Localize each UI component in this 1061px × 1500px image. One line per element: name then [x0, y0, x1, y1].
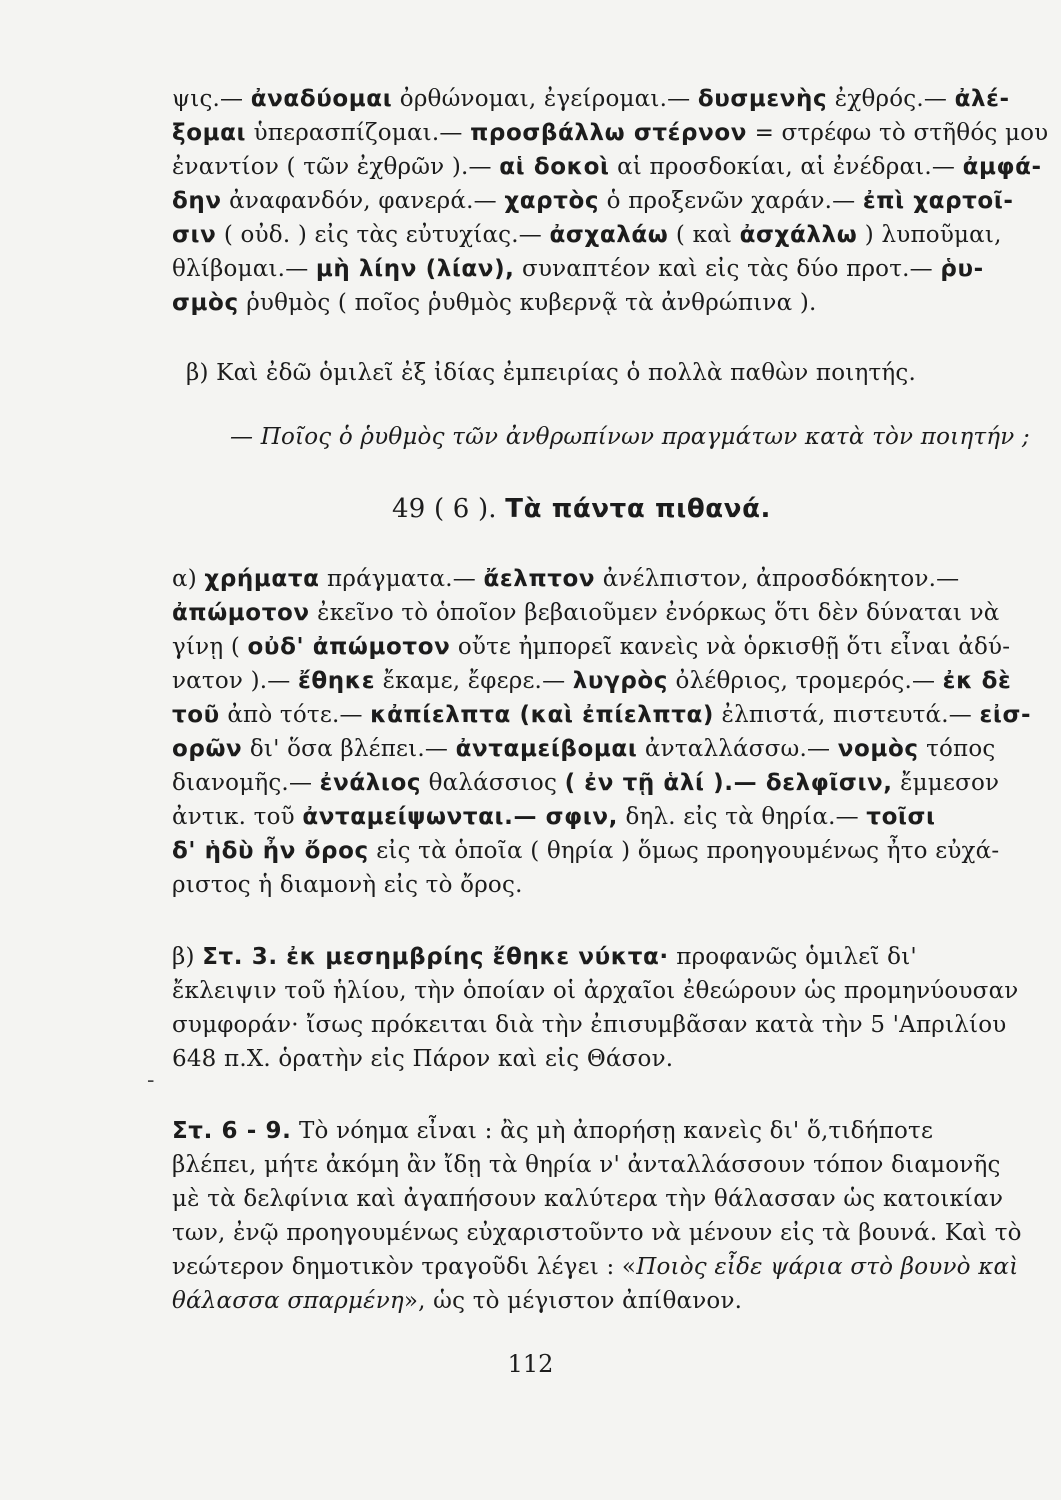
- text-run: βλέπει, μήτε ἀκόμη ἂν ἴδῃ τὰ θηρία ν' ἀνταλλάσσουν τόπον διαμονῆς: [172, 1152, 1001, 1178]
- bold-term: σιν: [172, 222, 217, 248]
- text-line: [172, 940, 1022, 974]
- bold-term: ἀμφά-: [962, 154, 1042, 180]
- text-line: [172, 252, 1022, 286]
- text-run: ἀνέλπιστον, ἀπροσδόκητον.—: [595, 566, 960, 592]
- text-run: ἐναντίον ( τῶν ἐχθρῶν ).—: [172, 154, 500, 180]
- text-line: [172, 1250, 1022, 1284]
- text-line: [172, 664, 1022, 698]
- text-line: [172, 1216, 1022, 1250]
- bold-term: ἔθηκε: [297, 668, 376, 694]
- text-run: των, ἐνῷ προηγουμένως εὐχαριστοῦντο νὰ μένουν εἰς τὰ βουνά. Καὶ τὸ: [172, 1220, 1022, 1246]
- bold-term: χρήματα: [204, 566, 320, 592]
- text-run: Τὸ νόημα εἶναι : ἂς μὴ ἀπορήσῃ κανεὶς δι' ὅ,τιδήποτε: [291, 1118, 934, 1144]
- bold-term: ῥυ-: [940, 256, 984, 282]
- text-run: συμφοράν· ἴσως πρόκειται διὰ τὴν ἐπισυμβᾶσαν κατὰ τὴν 5 'Απριλίου: [172, 1012, 1007, 1038]
- text-run: ὀρθώνομαι, ἐγείρομαι.—: [392, 86, 698, 112]
- text-run: ῥυθμὸς ( ποῖος ῥυθμὸς κυβερνᾷ τὰ ἀνθρώπινα ).: [238, 290, 817, 316]
- text-run: ἔμμεσον: [892, 770, 1000, 796]
- text-run: 648 π.Χ. ὁρατὴν εἰς Πάρον καὶ εἰς Θάσον.: [172, 1046, 674, 1072]
- text-line: [172, 596, 1022, 630]
- text-run: τόπος: [918, 736, 996, 762]
- text-run: προφανῶς ὁμιλεῖ δι': [668, 944, 917, 970]
- text-run: ( καὶ: [668, 222, 740, 248]
- text-run: α): [172, 566, 205, 592]
- text-line: [172, 732, 1022, 766]
- bold-term: αἱ δοκοὶ: [499, 154, 610, 180]
- text-run: πράγματα.—: [319, 566, 484, 592]
- text-line: [172, 1182, 1022, 1216]
- text-run: ἀντικ. τοῦ: [172, 804, 303, 830]
- text-line: [172, 1008, 1022, 1042]
- text-run: ἔκλειψιν τοῦ ἡλίου, τὴν ὁποίαν οἱ ἀρχαῖοι ἐθεώρουν ὡς προμηνύουσαν: [172, 978, 1019, 1004]
- text-run: ριστος ἡ διαμονὴ εἰς τὸ ὄρος.: [172, 872, 523, 898]
- bold-term: ἀναδύομαι: [250, 86, 393, 112]
- text-run: θαλάσσιος: [421, 770, 565, 796]
- page-number: 112: [507, 1350, 554, 1378]
- text-run: νατον ).—: [172, 668, 298, 694]
- text-line: [172, 800, 1022, 834]
- bold-term: ( ἐν τῇ ἁλί ).— δελφῖσιν,: [564, 770, 893, 796]
- text-line: [172, 834, 1022, 868]
- text-run: οὔτε ἠμπορεῖ κανεὶς νὰ ὁρκισθῇ ὅτι εἶναι ἀδύ-: [450, 634, 1011, 660]
- text-run: δηλ. εἰς τὰ θηρία.—: [617, 804, 867, 830]
- bold-term: μὴ λίην (λίαν),: [315, 256, 515, 282]
- text-line: [172, 562, 1022, 596]
- text-run: ἀναφανδόν, φανερά.—: [221, 188, 505, 214]
- bold-term: οὐδ' ἀπώμοτον: [247, 634, 451, 660]
- text-line: [172, 1148, 1022, 1182]
- text-line: [172, 286, 1022, 320]
- bold-term: κἀπίελπτα (καὶ ἐπίελπτα): [370, 702, 715, 728]
- bold-term: ἀπώμοτον: [172, 600, 310, 626]
- text-run: γίνῃ (: [172, 634, 248, 660]
- text-line: [172, 868, 1022, 902]
- text-line: [172, 82, 1022, 116]
- text-run: », ὡς τὸ μέγιστον ἀπίθανον.: [403, 1288, 743, 1314]
- text-run: μὲ τὰ δελφίνια καὶ ἀγαπήσουν καλύτερα τὴν θάλασσαν ὡς κατοικίαν: [172, 1186, 1004, 1212]
- bold-term: σμὸς: [172, 290, 239, 316]
- bold-term: χαρτὸς: [504, 188, 600, 214]
- bold-term: ορῶν: [172, 736, 243, 762]
- section-heading: [392, 492, 992, 526]
- bold-term: νομὸς: [837, 736, 919, 762]
- margin-mark: -: [147, 1068, 155, 1093]
- text-line: [172, 698, 1032, 732]
- text-run: ἀνταλλάσσω.—: [637, 736, 838, 762]
- bold-term: τοῖσι: [866, 804, 936, 830]
- text-run: ) λυποῦμαι,: [857, 222, 1002, 248]
- bold-term: Στ. 6 - 9.: [172, 1118, 292, 1144]
- bold-term: εἰσ-: [979, 702, 1032, 728]
- text-line: [172, 974, 1022, 1008]
- glossary-block-2: [172, 562, 1032, 902]
- text-run: ἐχθρός.—: [827, 86, 955, 112]
- text-run: ὑπερασπίζομαι.—: [246, 120, 471, 146]
- text-run: ὀλέθριος, τρομερός.—: [668, 668, 943, 694]
- bold-term: δ' ἡδὺ ἦν ὄρος: [172, 838, 369, 864]
- text-run: Ποιὸς εἶδε ψάρια στὸ βουνὸ καὶ: [636, 1254, 1019, 1280]
- glossary-block-1: [172, 82, 1049, 320]
- bold-term: δην: [172, 188, 222, 214]
- text-run: ἐλπιστά, πιστευτά.—: [714, 702, 980, 728]
- text-run: ὁ προξενῶν χαράν.—: [599, 188, 863, 214]
- text-run: ( οὐδ. ) εἰς τὰς εὐτυχίας.—: [216, 222, 550, 248]
- text-run: εἰς τὰ ὁποῖα ( θηρία ) ὅμως προηγουμένως ἦτο εὐχά-: [368, 838, 1000, 864]
- bold-term: ξομαι: [172, 120, 247, 146]
- text-run: β): [172, 944, 203, 970]
- paragraph-beta-1: β) Καὶ ἐδῶ ὁμιλεῖ ἐξ ἰδίας ἐμπειρίας ὁ πολλὰ παθὼν ποιητής.: [186, 360, 916, 386]
- bold-term: ἀλέ-: [954, 86, 1010, 112]
- text-run: νεώτερον δημοτικὸν τραγοῦδι λέγει : «: [172, 1254, 637, 1280]
- text-line: [172, 184, 1022, 218]
- text-run: ἐκεῖνο τὸ ὁποῖον βεβαιοῦμεν ἐνόρκως ὅτι δὲν δύναται νὰ: [309, 600, 1000, 626]
- text-run: θάλασσα σπαρμένη: [172, 1288, 404, 1314]
- text-run: ψις.—: [172, 86, 251, 112]
- bold-term: ἀσχάλλω: [739, 222, 858, 248]
- text-line: [172, 766, 1022, 800]
- text-run: αἱ προσδοκίαι, αἱ ἐνέδραι.—: [609, 154, 963, 180]
- text-line: [172, 218, 1022, 252]
- bold-term: τοῦ: [172, 702, 220, 728]
- bold-term: ἀνταμείψωνται.— σφιν,: [302, 804, 618, 830]
- text-run: = στρέφω τὸ στῆθός μου: [747, 120, 1049, 146]
- bold-term: λυγρὸς: [572, 668, 669, 694]
- section-number: 49 ( 6 ).: [392, 494, 497, 524]
- commentary-block-4: [172, 1114, 1022, 1318]
- text-line: [172, 150, 1042, 184]
- text-run: ἀπὸ τότε.—: [219, 702, 371, 728]
- text-line: [172, 630, 1022, 664]
- bold-term: ἐκ δὲ: [942, 668, 1012, 694]
- text-line: [172, 116, 1049, 150]
- text-line: [172, 1284, 1022, 1318]
- text-run: διανομῆς.—: [172, 770, 320, 796]
- text-run: θλίβομαι.—: [172, 256, 316, 282]
- bold-term: ἐνάλιος: [319, 770, 422, 796]
- bold-term: ἐπὶ χαρτοῖ-: [862, 188, 1014, 214]
- text-run: δι' ὅσα βλέπει.—: [242, 736, 456, 762]
- bold-term: Στ. 3. ἐκ μεσημβρίης ἔθηκε νύκτα·: [202, 944, 669, 970]
- text-run: συναπτέον καὶ εἰς τὰς δύο προτ.—: [514, 256, 941, 282]
- text-line: [172, 1114, 1022, 1148]
- bold-term: ἀνταμείβομαι: [455, 736, 638, 762]
- text-line: [172, 1042, 1022, 1076]
- commentary-block-3: [172, 940, 1022, 1076]
- bold-term: ἀσχαλάω: [549, 222, 669, 248]
- question-line: — Ποῖος ὁ ῥυθμὸς τῶν ἀνθρωπίνων πραγμάτων κατὰ τὸν ποιητήν ;: [230, 424, 1030, 450]
- section-title: Τὰ πάντα πιθανά.: [505, 494, 772, 524]
- bold-term: ἄελπτον: [483, 566, 596, 592]
- bold-term: προσβάλλω στέρνον: [470, 120, 748, 146]
- text-run: ἔκαμε, ἔφερε.—: [375, 668, 573, 694]
- bold-term: δυσμενὴς: [697, 86, 828, 112]
